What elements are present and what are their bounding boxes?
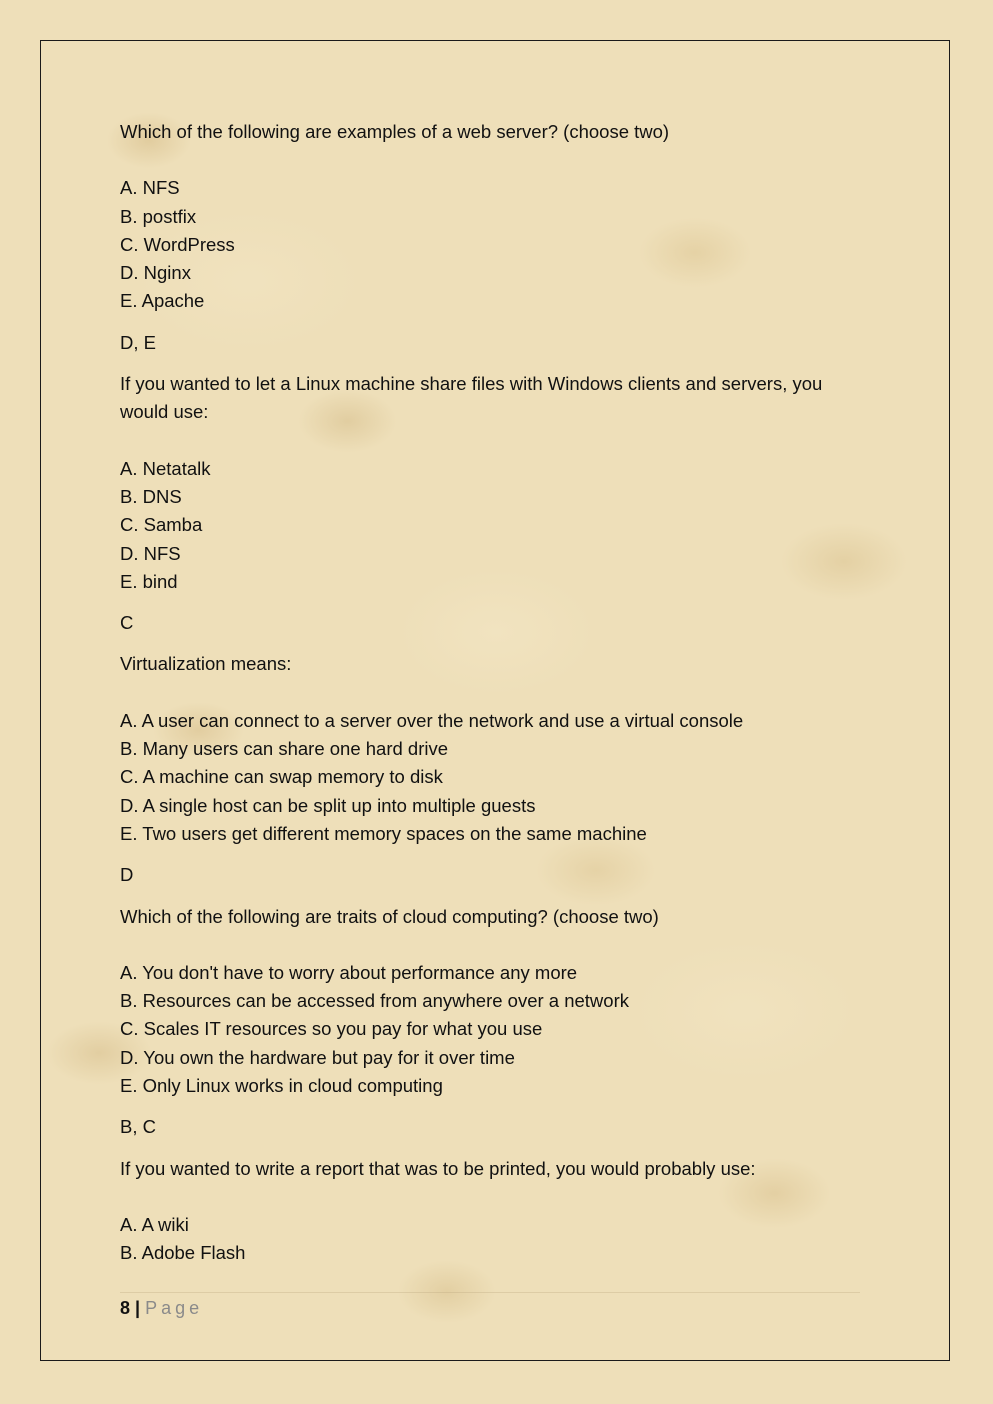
answer-text: C xyxy=(120,612,134,634)
question-text: Which of the following are examples of a web server? (choose two) xyxy=(120,121,670,142)
option-item: A. Netatalk xyxy=(120,457,211,479)
answer-text: B, C xyxy=(120,1116,156,1138)
option-list xyxy=(120,959,870,1100)
option-item: C. WordPress xyxy=(120,233,235,255)
question-block-5 xyxy=(120,1155,870,1268)
option-list xyxy=(120,1211,870,1268)
option-item: E. Apache xyxy=(120,290,205,312)
option-list xyxy=(120,707,870,848)
option-item: B. Resources can be accessed from anywhere over a network xyxy=(120,990,629,1012)
page-label: Page xyxy=(145,1298,204,1318)
option-item: D. You own the hardware but pay for it over time xyxy=(120,1046,515,1068)
answer-text: D xyxy=(120,864,134,886)
page-number: 8 xyxy=(120,1298,131,1318)
option-item: A. A wiki xyxy=(120,1213,189,1235)
option-item: C. A machine can swap memory to disk xyxy=(120,766,443,788)
option-item: A. A user can connect to a server over the network and use a virtual console xyxy=(120,709,744,731)
option-item: D. A single host can be split up into multiple guests xyxy=(120,794,536,816)
answer-text: D, E xyxy=(120,331,156,353)
option-item: D. NFS xyxy=(120,542,181,564)
question-text: If you wanted to let a Linux machine share files with Windows clients and servers, you would use: xyxy=(120,373,823,423)
option-item: E. Two users get different memory spaces on the same machine xyxy=(120,822,647,844)
question-text: Virtualization means: xyxy=(120,653,292,675)
document-body xyxy=(120,118,870,1268)
option-item: A. You don't have to worry about performance any more xyxy=(120,961,578,983)
question-block-3 xyxy=(120,650,870,889)
option-item: E. bind xyxy=(120,570,178,592)
question-text: Which of the following are traits of cloud computing? (choose two) xyxy=(120,905,659,927)
option-item: B. postfix xyxy=(120,205,197,227)
question-text: If you wanted to write a report that was to be printed, you would probably use: xyxy=(120,1157,756,1179)
footer-separator: | xyxy=(135,1298,141,1318)
question-block-2 xyxy=(120,370,870,637)
page-footer xyxy=(120,1296,203,1320)
option-item: B. Many users can share one hard drive xyxy=(120,738,449,760)
option-list xyxy=(120,455,870,596)
option-item: B. Adobe Flash xyxy=(120,1242,246,1264)
option-list xyxy=(120,174,870,315)
option-item: E. Only Linux works in cloud computing xyxy=(120,1075,443,1097)
option-item: A. NFS xyxy=(120,177,180,199)
option-item: B. DNS xyxy=(120,485,182,507)
option-item: D. Nginx xyxy=(120,262,191,284)
option-item: C. Samba xyxy=(120,514,203,536)
option-item: C. Scales IT resources so you pay for what you use xyxy=(120,1018,543,1040)
question-block-1 xyxy=(120,118,870,357)
question-block-4 xyxy=(120,903,870,1142)
footer-divider xyxy=(120,1292,860,1293)
